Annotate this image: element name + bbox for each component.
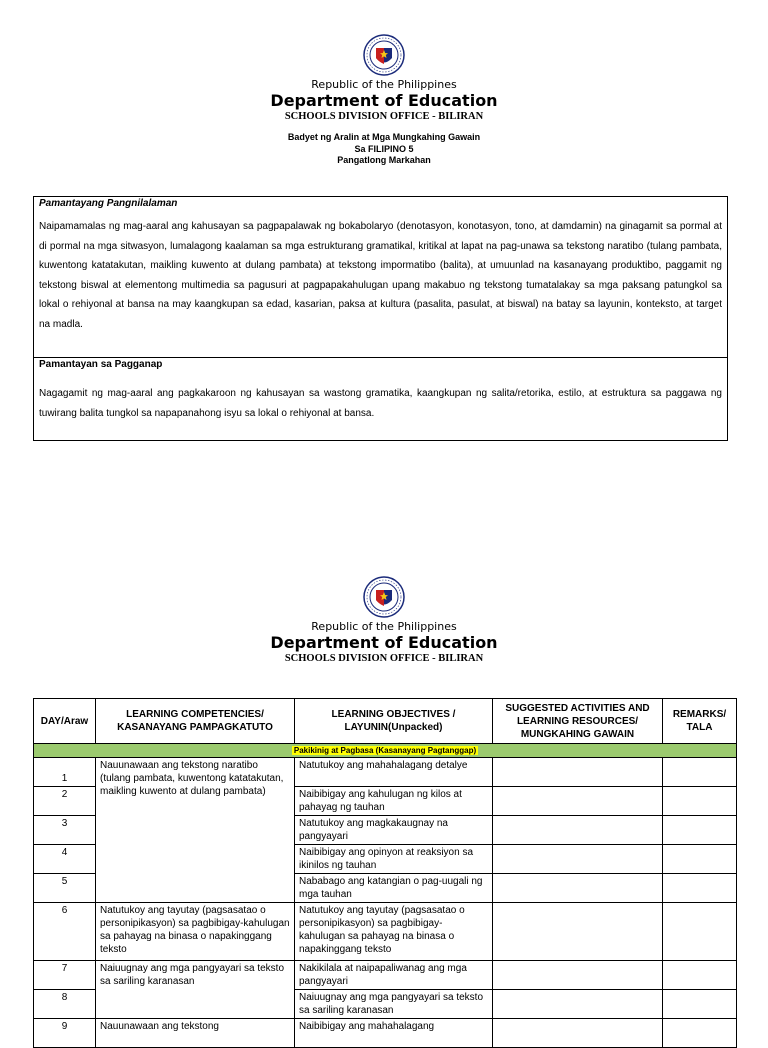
remarks-cell: [663, 990, 737, 1019]
standards-box: [33, 196, 728, 441]
quarter-label: Pangatlong Markahan: [337, 155, 431, 165]
document-title: Badyet ng Aralin at Mga Mungkahing Gawain: [287, 132, 481, 142]
deped-seal-icon: [363, 34, 405, 76]
table-row: [34, 903, 737, 961]
content-standard-heading: Pamantayang Pangnilalaman: [39, 198, 178, 209]
objective-cell: Natutukoy ang tayutay (pagsasatao o personipikasyon) sa pagbibigay-kahulugan sa pahayag na binasa o napakinggang teksto: [295, 903, 493, 961]
remarks-cell: [663, 787, 737, 816]
header-day: DAY/Araw: [34, 699, 96, 744]
activity-cell: [493, 903, 663, 961]
activity-cell: [493, 874, 663, 903]
header-remarks: REMARKS/ TALA: [663, 699, 737, 744]
performance-standard-text: Nagagamit ng mag-aaral ang pagkakaroon ng kahusayan sa wastong gramatika, kaangkupan ng salita/retorika, estilo, at estruktura sa paggawa ng tuwirang balita tungkol sa napapanahong isyu sa lokal o rehiyonal at bansa.: [39, 388, 722, 419]
objective-cell: Nakikilala at naipapaliwanag ang mga pangyayari: [295, 961, 493, 990]
deped-seal-icon: [363, 576, 405, 618]
remarks-cell: [663, 903, 737, 961]
objective-cell: Nababago ang katangian o pag-uugali ng mga tauhan: [295, 874, 493, 903]
table-header-row: [34, 699, 737, 744]
department-title: Department of Education: [270, 91, 498, 110]
section-label: Pakikinig at Pagbasa (Kasanayang Pagtanggap): [293, 746, 477, 755]
remarks-cell: [663, 874, 737, 903]
activity-cell: [493, 845, 663, 874]
competency-cell: Nauunawaan ang tekstong naratibo (tulang pambata, kuwentong katatakutan, maikling kuwento at dulang pambata): [96, 758, 295, 903]
activity-cell: [493, 990, 663, 1019]
activity-cell: [493, 961, 663, 990]
day-cell: 7: [34, 961, 96, 990]
day-cell: 2: [34, 787, 96, 816]
competency-cell: Natutukoy ang tayutay (pagsasatao o personipikasyon) sa pagbibigay-kahulugan sa pahayag na binasa o napakinggang teksto: [96, 903, 295, 961]
day-cell: 3: [34, 816, 96, 845]
table-row: [34, 758, 737, 787]
division-office: SCHOOLS DIVISION OFFICE - BILIRAN: [284, 653, 484, 664]
department-title: Department of Education: [270, 633, 498, 652]
lesson-budget-table: [33, 698, 737, 1048]
table-row: [34, 961, 737, 990]
day-cell: 8: [34, 990, 96, 1019]
objective-cell: Natutukoy ang magkakaugnay na pangyayari: [295, 816, 493, 845]
section-cell: [34, 744, 737, 758]
competency-cell: Naiuugnay ang mga pangyayari sa teksto sa sariling karanasan: [96, 961, 295, 1019]
performance-standard-heading: Pamantayan sa Pagganap: [39, 359, 163, 370]
day-cell: 1: [34, 758, 96, 787]
section-row: [34, 744, 737, 758]
header-competencies: LEARNING COMPETENCIES/ KASANAYANG PAMPAGKATUTO: [96, 699, 295, 744]
objective-cell: Naibibigay ang kahulugan ng kilos at pahayag ng tauhan: [295, 787, 493, 816]
remarks-cell: [663, 961, 737, 990]
republic-label: Republic of the Philippines: [311, 620, 457, 633]
subject-label: Sa FILIPINO 5: [354, 143, 414, 154]
standards-divider: [34, 357, 727, 358]
objective-cell: Natutukoy ang mahahalagang detalye: [295, 758, 493, 787]
header-activities: SUGGESTED ACTIVITIES AND LEARNING RESOURCES/ MUNGKAHING GAWAIN: [493, 699, 663, 744]
division-office: SCHOOLS DIVISION OFFICE - BILIRAN: [284, 111, 484, 122]
content-standard-text: Naipamamalas ng mag-aaral ang kahusayan sa pagpapalawak ng bokabolaryo (denotasyon, konotasyon, tono, at damdamin) na ginagamit sa pormal at di pormal na mga sitwasyon, lumalagong kaalaman sa mga estrukturang gramatikal, kritikal at lapat na pag-unawa sa tekstong naratibo (tulang pambata, kuwentong katatakutan, maikling kuwento at dulang pambata) at tekstong impormatibo (balita), at umuunlad na kasanayang produktibo, paggamit ng tekstong biswal at elementong multimedia sa pagusuri at pagpapakahulugan upang makabuo ng tekstong tumatalakay sa mga paksang patungkol sa lokal o rehiyonal at bansa na may kaangkupan sa edad, kasarian, paksa at kultura (pasalita, pasulat, at biswal) na batay sa layunin, konteksto, at target na madla.: [39, 221, 722, 330]
day-cell: 9: [34, 1019, 96, 1048]
activity-cell: [493, 787, 663, 816]
republic-label: Republic of the Philippines: [311, 78, 457, 91]
objective-cell: Naiuugnay ang mga pangyayari sa teksto sa sariling karanasan: [295, 990, 493, 1019]
document-header-top: [0, 34, 768, 167]
objective-cell: Naibibigay ang opinyon at reaksiyon sa ikinilos ng tauhan: [295, 845, 493, 874]
activity-cell: [493, 758, 663, 787]
remarks-cell: [663, 816, 737, 845]
remarks-cell: [663, 845, 737, 874]
remarks-cell: [663, 1019, 737, 1048]
remarks-cell: [663, 758, 737, 787]
document-header-second: [0, 576, 768, 665]
activity-cell: [493, 1019, 663, 1048]
activity-cell: [493, 816, 663, 845]
table-row: [34, 1019, 737, 1048]
day-cell: 4: [34, 845, 96, 874]
day-cell: 5: [34, 874, 96, 903]
competency-cell: Nauunawaan ang tekstong: [96, 1019, 295, 1048]
header-objectives: LEARNING OBJECTIVES / LAYUNIN(Unpacked): [295, 699, 493, 744]
day-cell: 6: [34, 903, 96, 961]
objective-cell: Naibibigay ang mahahalagang: [295, 1019, 493, 1048]
